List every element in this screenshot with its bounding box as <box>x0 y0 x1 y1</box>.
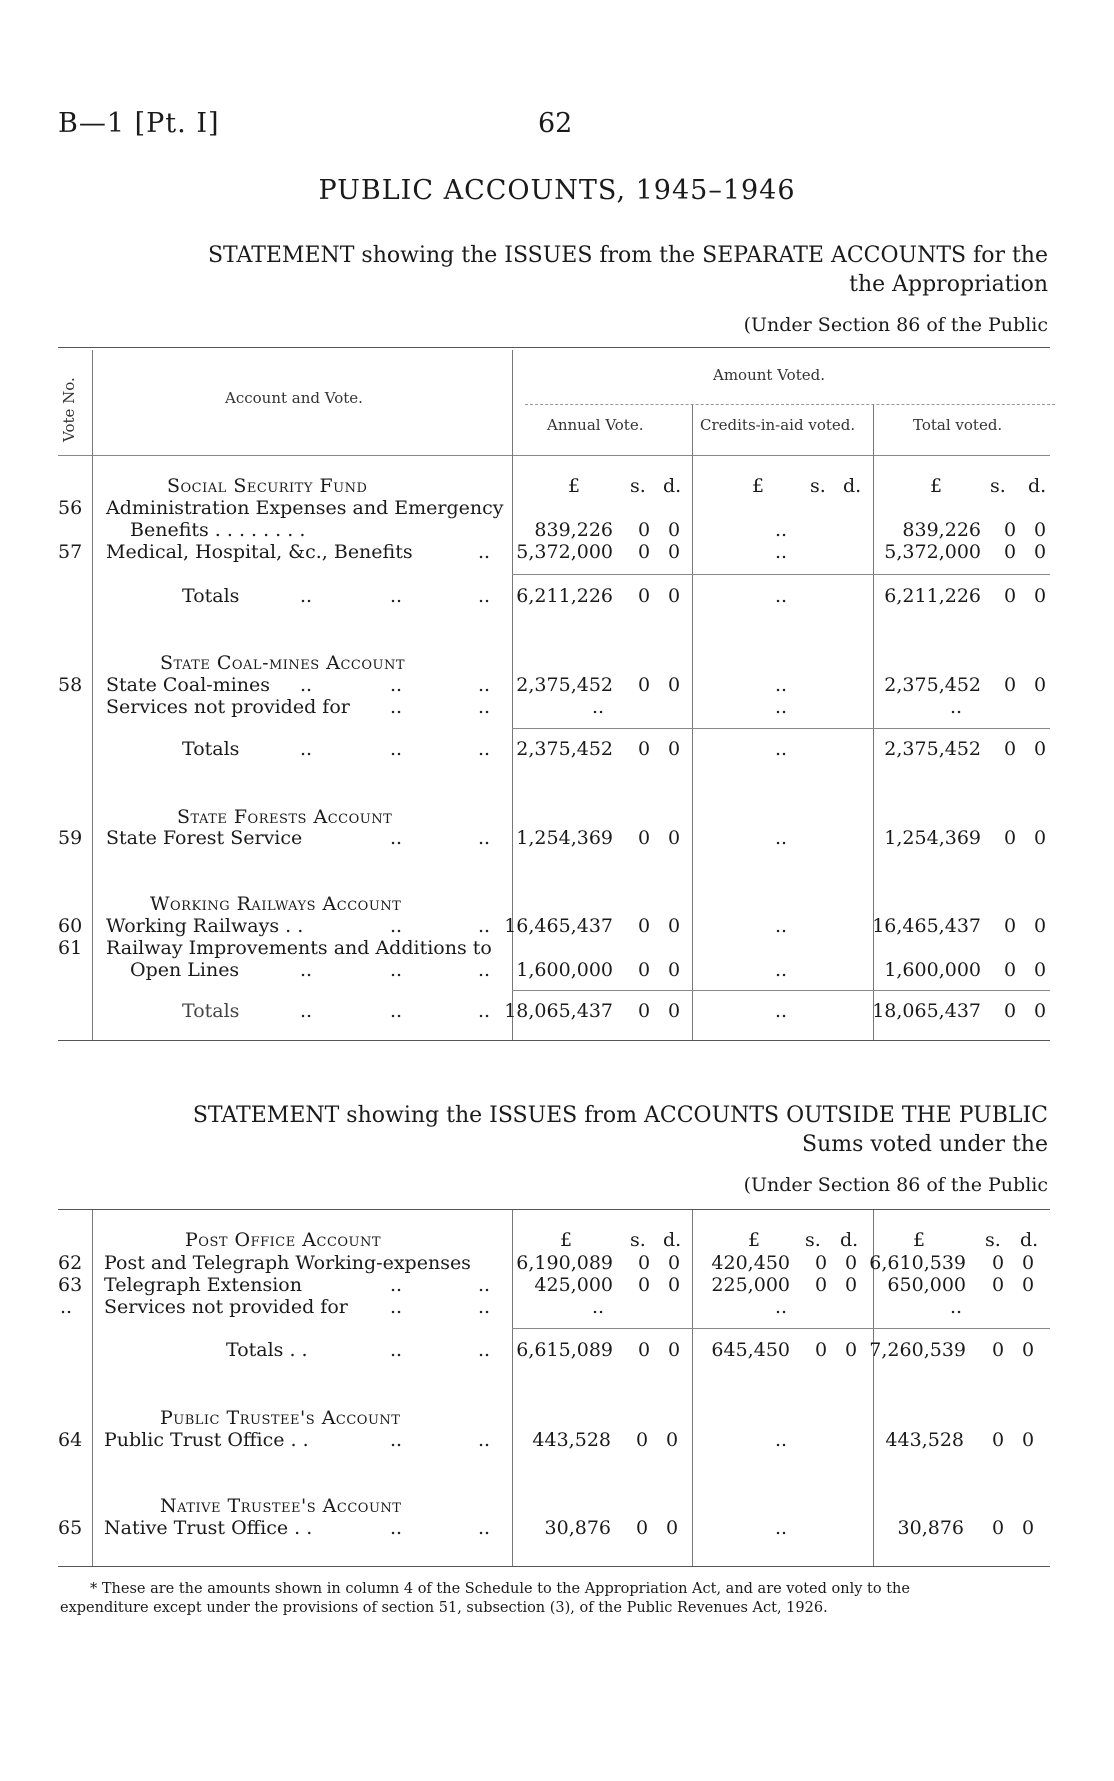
pound-symbol: £ <box>560 1229 573 1251</box>
statement1-line2: the Appropriation <box>849 272 1048 297</box>
credits-empty: .. <box>775 738 788 760</box>
page-number: 62 <box>538 108 573 139</box>
leader-dots: .. <box>390 915 403 937</box>
account-label: Medical, Hospital, &c., Benefits <box>106 541 413 563</box>
vote-number: 61 <box>58 937 83 959</box>
total-pence: 0 <box>1022 1252 1035 1274</box>
account-label: Open Lines <box>130 959 240 981</box>
total-shillings: 0 <box>1004 585 1017 607</box>
pence-symbol: d. <box>663 475 682 497</box>
section-heading: Public Trustee's Account <box>160 1407 401 1429</box>
total-shillings: 0 <box>1004 1000 1017 1022</box>
annual-pence: 0 <box>668 519 681 541</box>
leader-dots: .. <box>300 1000 313 1022</box>
leader-dots: .. <box>478 827 491 849</box>
total-amount: 650,000 <box>887 1274 966 1296</box>
annual-pence: 0 <box>666 1429 679 1451</box>
annual-shillings: 0 <box>638 1000 651 1022</box>
annual-vote-header: Annual Vote. <box>547 416 644 434</box>
total-amount: 7,260,539 <box>869 1339 966 1361</box>
total-shillings: 0 <box>992 1429 1005 1451</box>
credits-empty: .. <box>775 827 788 849</box>
annual-amount: 425,000 <box>534 1274 613 1296</box>
credits-pence: 0 <box>845 1339 858 1361</box>
account-label: Public Trust Office . . <box>104 1429 309 1451</box>
statement2-line2: Sums voted under the <box>802 1132 1048 1157</box>
credits-shillings: 0 <box>815 1252 828 1274</box>
annual-pence: 0 <box>668 827 681 849</box>
total-pence: 0 <box>1034 674 1047 696</box>
leader-dots: .. <box>478 1274 491 1296</box>
annual-amount: 16,465,437 <box>504 915 613 937</box>
leader-dots: .. <box>390 959 403 981</box>
leader-dots: .. <box>390 1296 403 1318</box>
total-amount: 6,610,539 <box>869 1252 966 1274</box>
account-label: Services not provided for <box>104 1296 348 1318</box>
total-shillings: 0 <box>1004 959 1017 981</box>
leader-dots: .. <box>300 585 313 607</box>
credits-empty: .. <box>775 1000 788 1022</box>
amount-voted-header: Amount Voted. <box>713 366 825 384</box>
total-pence: 0 <box>1034 541 1047 563</box>
statement2-line1: STATEMENT showing the ISSUES from ACCOUNTS OUTSIDE THE PUBLIC <box>192 1103 1048 1128</box>
shillings-symbol: s. <box>990 475 1006 497</box>
annual-amount: 6,211,226 <box>516 585 613 607</box>
vote-number: .. <box>60 1296 73 1318</box>
pound-symbol: £ <box>568 475 581 497</box>
annual-shillings: 0 <box>638 674 651 696</box>
total-shillings: 0 <box>1004 915 1017 937</box>
section-heading: Working Railways Account <box>150 893 402 915</box>
total-pence: 0 <box>1022 1517 1035 1539</box>
annual-shillings: 0 <box>638 541 651 563</box>
total-amount: 2,375,452 <box>884 674 981 696</box>
credits-shillings: 0 <box>815 1274 828 1296</box>
annual-amount: 2,375,452 <box>516 738 613 760</box>
leader-dots: .. <box>478 959 491 981</box>
pound-symbol: £ <box>748 1229 761 1251</box>
vote-number: 56 <box>58 497 83 519</box>
shillings-symbol: s. <box>630 475 646 497</box>
leader-dots: .. <box>390 674 403 696</box>
total-pence: 0 <box>1034 738 1047 760</box>
credits-header: Credits-in-aid voted. <box>700 416 856 434</box>
total-shillings: 0 <box>992 1252 1005 1274</box>
total-pence: 0 <box>1022 1429 1035 1451</box>
footnote-line1: * These are the amounts shown in column 4 of the Schedule to the Appropriation Act, and are voted only to the <box>90 1581 910 1597</box>
annual-shillings: 0 <box>636 1517 649 1539</box>
leader-dots: .. <box>390 827 403 849</box>
annual-shillings: 0 <box>638 1274 651 1296</box>
statement1-line1: STATEMENT showing the ISSUES from the SEPARATE ACCOUNTS for the <box>207 243 1048 268</box>
annual-amount: 6,615,089 <box>516 1339 613 1361</box>
leader-dots: .. <box>390 1274 403 1296</box>
vote-number: 65 <box>58 1517 83 1539</box>
total-amount: 839,226 <box>902 519 981 541</box>
shillings-symbol: s. <box>810 475 826 497</box>
account-label: Administration Expenses and Emergency <box>106 497 504 519</box>
leader-dots: .. <box>478 674 491 696</box>
total-pence: 0 <box>1034 827 1047 849</box>
credits-empty: .. <box>775 585 788 607</box>
total-pence: 0 <box>1034 915 1047 937</box>
total-empty: .. <box>950 696 963 718</box>
credits-amount: 645,450 <box>711 1339 790 1361</box>
leader-dots: .. <box>390 696 403 718</box>
total-shillings: 0 <box>992 1517 1005 1539</box>
total-voted-header: Total voted. <box>913 416 1003 434</box>
annual-pence: 0 <box>668 585 681 607</box>
credits-empty: .. <box>775 674 788 696</box>
total-shillings: 0 <box>1004 541 1017 563</box>
shillings-symbol: s. <box>630 1229 646 1251</box>
annual-pence: 0 <box>668 1274 681 1296</box>
leader-dots: .. <box>478 915 491 937</box>
leader-dots: .. <box>390 1517 403 1539</box>
account-label: Railway Improvements and Additions to <box>106 937 492 959</box>
annual-pence: 0 <box>668 738 681 760</box>
totals-label: Totals <box>182 738 240 760</box>
annual-pence: 0 <box>668 674 681 696</box>
total-pence: 0 <box>1022 1339 1035 1361</box>
annual-shillings: 0 <box>638 1339 651 1361</box>
leader-dots: .. <box>478 585 491 607</box>
annual-pence: 0 <box>668 1252 681 1274</box>
vote-number: 59 <box>58 827 83 849</box>
total-shillings: 0 <box>992 1339 1005 1361</box>
leader-dots: .. <box>300 674 313 696</box>
vote-number: 62 <box>58 1252 83 1274</box>
annual-shillings: 0 <box>638 915 651 937</box>
annual-shillings: 0 <box>638 959 651 981</box>
annual-amount: 2,375,452 <box>516 674 613 696</box>
account-label: Telegraph Extension <box>104 1274 302 1296</box>
annual-pence: 0 <box>668 1000 681 1022</box>
credits-empty: .. <box>775 519 788 541</box>
leader-dots: .. <box>478 1296 491 1318</box>
leader-dots: .. <box>478 541 491 563</box>
pound-symbol: £ <box>752 475 765 497</box>
account-label: Services not provided for <box>106 696 350 718</box>
annual-amount: 6,190,089 <box>516 1252 613 1274</box>
leader-dots: .. <box>390 585 403 607</box>
account-label: State Forest Service <box>106 827 303 849</box>
credits-amount: 420,450 <box>711 1252 790 1274</box>
credits-empty: .. <box>775 541 788 563</box>
annual-pence: 0 <box>668 959 681 981</box>
pound-symbol: £ <box>913 1229 926 1251</box>
total-amount: 16,465,437 <box>872 915 981 937</box>
vote-number: 57 <box>58 541 83 563</box>
leader-dots: .. <box>478 1517 491 1539</box>
annual-pence: 0 <box>668 541 681 563</box>
credits-empty: .. <box>775 1429 788 1451</box>
page-title: PUBLIC ACCOUNTS, 1945–1946 <box>318 175 796 206</box>
total-shillings: 0 <box>992 1274 1005 1296</box>
account-header: Account and Vote. <box>225 389 363 407</box>
leader-dots: .. <box>478 1000 491 1022</box>
total-amount: 18,065,437 <box>872 1000 981 1022</box>
totals-label: Totals <box>182 585 240 607</box>
annual-amount: 5,372,000 <box>516 541 613 563</box>
section-heading: Native Trustee's Account <box>160 1495 402 1517</box>
section-heading: Social Security Fund <box>167 475 368 497</box>
total-pence: 0 <box>1034 585 1047 607</box>
credits-pence: 0 <box>845 1252 858 1274</box>
section-heading: Post Office Account <box>185 1229 382 1251</box>
total-empty: .. <box>950 1296 963 1318</box>
total-shillings: 0 <box>1004 674 1017 696</box>
annual-pence: 0 <box>666 1517 679 1539</box>
annual-pence: 0 <box>668 915 681 937</box>
leader-dots: .. <box>300 959 313 981</box>
vote-number: 63 <box>58 1274 83 1296</box>
shillings-symbol: s. <box>985 1229 1001 1251</box>
credits-empty: .. <box>775 1517 788 1539</box>
pence-symbol: d. <box>843 475 862 497</box>
footnote-line2: expenditure except under the provisions of section 51, subsection (3), of the Public Revenues Act, 1926. <box>60 1600 828 1616</box>
shillings-symbol: s. <box>805 1229 821 1251</box>
annual-shillings: 0 <box>638 585 651 607</box>
pence-symbol: d. <box>1020 1229 1039 1251</box>
statement2-line3: (Under Section 86 of the Public <box>743 1174 1048 1196</box>
total-amount: 30,876 <box>897 1517 964 1539</box>
credits-pence: 0 <box>845 1274 858 1296</box>
annual-shillings: 0 <box>638 519 651 541</box>
annual-empty: .. <box>592 696 605 718</box>
totals-label: Totals <box>182 1000 240 1022</box>
leader-dots: .. <box>390 738 403 760</box>
total-shillings: 0 <box>1004 519 1017 541</box>
vote-no-header: Vote No. <box>60 377 78 442</box>
account-label: Working Railways . . <box>106 915 304 937</box>
leader-dots: .. <box>390 1339 403 1361</box>
annual-pence: 0 <box>668 1339 681 1361</box>
total-amount: 2,375,452 <box>884 738 981 760</box>
annual-amount: 18,065,437 <box>504 1000 613 1022</box>
annual-amount: 839,226 <box>534 519 613 541</box>
credits-amount: 225,000 <box>711 1274 790 1296</box>
total-shillings: 0 <box>1004 827 1017 849</box>
leader-dots: .. <box>478 1339 491 1361</box>
total-amount: 6,211,226 <box>884 585 981 607</box>
leader-dots: .. <box>390 1000 403 1022</box>
pence-symbol: d. <box>840 1229 859 1251</box>
pence-symbol: d. <box>663 1229 682 1251</box>
section-heading: State Forests Account <box>177 806 393 828</box>
total-pence: 0 <box>1034 1000 1047 1022</box>
annual-amount: 30,876 <box>544 1517 611 1539</box>
annual-shillings: 0 <box>638 738 651 760</box>
leader-dots: .. <box>478 738 491 760</box>
credits-empty: .. <box>775 696 788 718</box>
leader-dots: .. <box>478 696 491 718</box>
totals-label: Totals . . <box>226 1339 308 1361</box>
vote-number: 58 <box>58 674 83 696</box>
total-amount: 1,254,369 <box>884 827 981 849</box>
total-amount: 5,372,000 <box>884 541 981 563</box>
annual-empty: .. <box>592 1296 605 1318</box>
account-label: Native Trust Office . . <box>104 1517 313 1539</box>
credits-shillings: 0 <box>815 1339 828 1361</box>
total-amount: 1,600,000 <box>884 959 981 981</box>
total-shillings: 0 <box>1004 738 1017 760</box>
statement1-line3: (Under Section 86 of the Public <box>743 314 1048 336</box>
credits-empty: .. <box>775 915 788 937</box>
total-pence: 0 <box>1034 959 1047 981</box>
annual-amount: 1,600,000 <box>516 959 613 981</box>
document-reference: B—1 [Pt. I] <box>58 108 220 139</box>
annual-shillings: 0 <box>638 1252 651 1274</box>
leader-dots: .. <box>300 738 313 760</box>
total-amount: 443,528 <box>885 1429 964 1451</box>
pence-symbol: d. <box>1028 475 1047 497</box>
vote-number: 64 <box>58 1429 83 1451</box>
credits-empty: .. <box>775 959 788 981</box>
total-pence: 0 <box>1022 1274 1035 1296</box>
section-heading: State Coal-mines Account <box>160 652 406 674</box>
annual-amount: 443,528 <box>532 1429 611 1451</box>
pound-symbol: £ <box>930 475 943 497</box>
vote-number: 60 <box>58 915 83 937</box>
annual-shillings: 0 <box>638 827 651 849</box>
credits-empty: .. <box>775 1296 788 1318</box>
leader-dots: .. <box>478 1429 491 1451</box>
annual-amount: 1,254,369 <box>516 827 613 849</box>
leader-dots: .. <box>390 1429 403 1451</box>
account-label: Post and Telegraph Working-expenses <box>104 1252 471 1274</box>
total-pence: 0 <box>1034 519 1047 541</box>
account-label: Benefits . . . . . . . . <box>130 519 306 541</box>
account-label: State Coal-mines <box>106 674 271 696</box>
annual-shillings: 0 <box>636 1429 649 1451</box>
